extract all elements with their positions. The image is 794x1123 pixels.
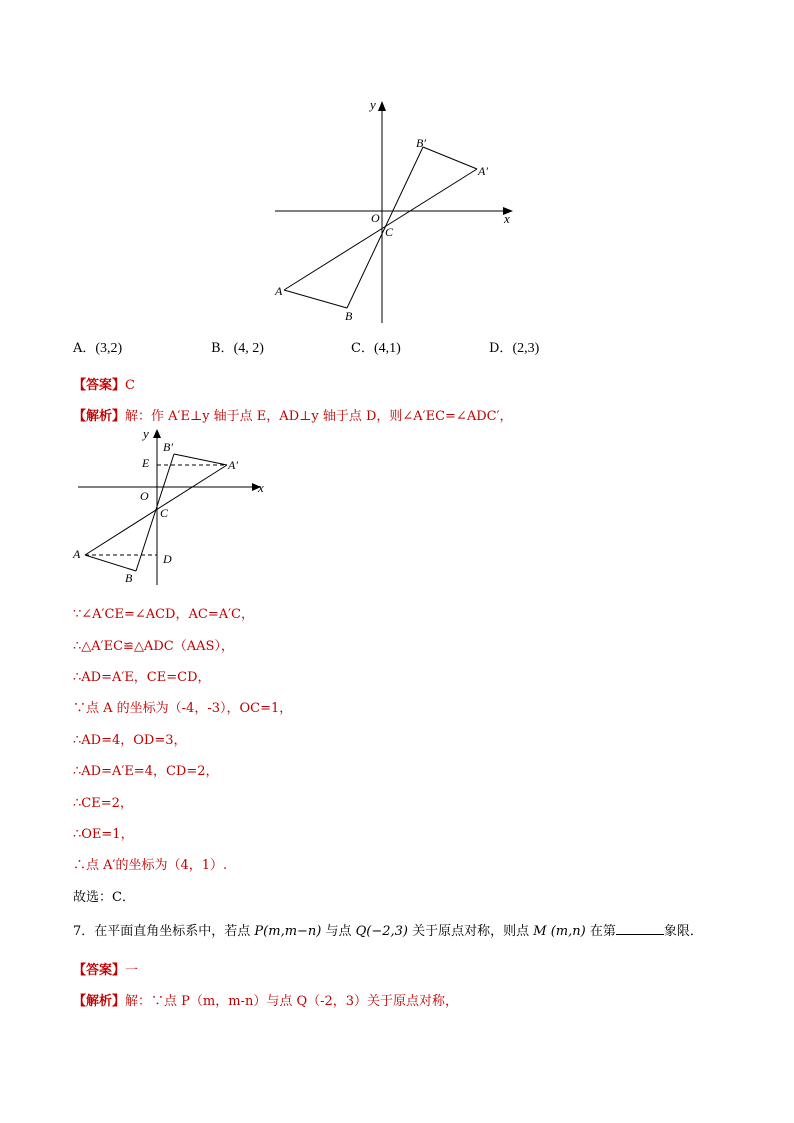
point-q: Q(−2,3) [355,924,409,939]
label-a: A [73,547,81,561]
label-d: D [163,552,172,566]
coordinate-figure-1 [270,95,520,325]
question-7 [73,920,703,939]
label-origin: O [371,211,380,225]
coordinate-figure-2 [70,425,275,590]
x-axis-label: x [258,480,264,495]
answer-value: C [125,378,135,393]
option-letter: B． [211,341,234,356]
answer-blank[interactable] [616,921,664,935]
option-a[interactable] [73,337,122,357]
option-letter: C． [351,341,374,356]
answer-line-2 [73,959,138,978]
label-origin: O [140,489,149,503]
question-text: 在第 [585,924,616,939]
step-line: ∴AD=4，OD=3， [73,733,187,748]
segment-ab [284,290,347,308]
option-letter: D． [489,341,513,356]
option-b[interactable] [211,337,264,357]
x-axis-label: x [504,211,510,226]
conclusion-line: 故选：C． [73,890,135,905]
question-text: 关于原点对称，则点 [408,924,534,939]
step-line: ∵点 A 的坐标为（-4，-3），OC=1， [73,701,293,716]
analysis-intro: 解：作 A′E⊥y 轴于点 E，AD⊥y 轴于点 D，则∠A′EC=∠ADC′， [125,409,513,424]
option-d[interactable] [489,337,539,357]
question-text: 与点 [321,924,356,939]
label-e: E [142,456,150,470]
answer-value: 一 [125,963,139,978]
step-line: ∴AD=A′E=4，CD=2， [73,764,219,779]
step-line: ∵∠A′CE=∠ACD，AC=A′C， [73,607,254,622]
analysis-line [73,405,513,424]
label-c: C [160,506,169,520]
y-axis-arrow [378,101,386,111]
analysis-tag: 【解析】 [73,994,126,1009]
step-line: ∴点 A′的坐标为（4，1）. [73,858,228,873]
y-axis-label: y [143,426,149,441]
step-line: ∴CE=2， [73,796,133,811]
analysis-tag: 【解析】 [73,409,126,424]
segment-aa-prime [284,169,477,290]
question-number: 7． [73,924,95,939]
point-p: P(m,m−n) [254,924,322,939]
label-a-prime: A′ [228,458,238,472]
step-line: ∴OE=1， [73,827,134,842]
segment-b-prime-a-prime [423,147,477,169]
answer-line [73,374,135,393]
label-b: B [345,309,353,323]
analysis-text: 解：∵点 P（m，m-n）与点 Q（-2，3）关于原点对称， [125,994,459,1009]
question-text: 象限． [663,924,703,939]
option-value: (3,2) [95,341,123,356]
segment-b-prime-a-prime [174,454,227,465]
y-axis-arrow [153,429,161,438]
option-value: (2,3) [512,341,540,356]
option-value: (4,1) [373,341,401,356]
step-line: ∴△A′EC≌△ADC（AAS）， [73,639,234,654]
option-letter: A． [73,341,96,356]
step-line: ∴AD=A′E，CE=CD， [73,670,211,685]
label-a: A [275,284,283,298]
label-a-prime: A′ [478,164,488,178]
y-axis-label: y [370,97,376,112]
answer-tag: 【答案】 [73,963,126,978]
label-c: C [385,225,394,239]
analysis-line-2 [73,990,458,1009]
answer-tag: 【答案】 [73,378,126,393]
label-b-prime: B′ [416,136,426,150]
point-m: M (m,n) [533,924,586,939]
label-b: B [125,571,133,585]
option-value: (4, 2) [233,341,264,356]
question-text: 在平面直角坐标系中，若点 [94,924,255,939]
option-c[interactable] [351,337,401,357]
segment-ab [85,555,136,571]
label-b-prime: B′ [163,440,173,454]
